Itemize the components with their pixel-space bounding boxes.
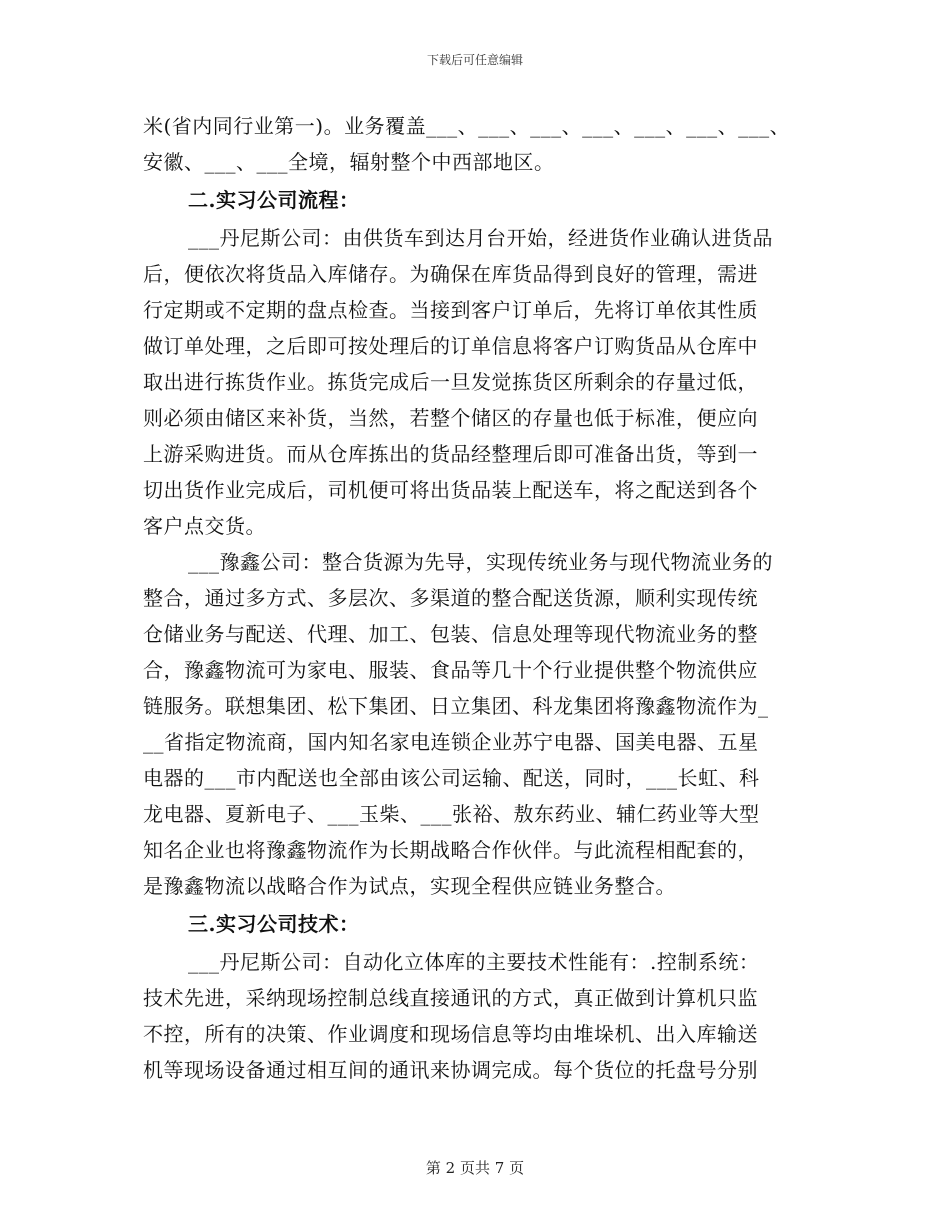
paragraph-start: ___丹尼斯公司：由供货车到达月台开始，经进货作业确认进货品 (188, 226, 773, 250)
body-line: 行定期或不定期的盘点检查。当接到客户订单后，先将订单依其性质 (143, 298, 758, 322)
document-body (143, 108, 813, 1088)
body-line: 取出进行拣货作业。拣货完成后一旦发觉拣货区所剩余的存量过低， (143, 370, 758, 394)
page-header: 下载后可任意编辑 (426, 53, 523, 67)
body-line: 仓储业务与配送、代理、加工、包装、信息处理等现代物流业务的整 (143, 622, 758, 646)
body-line: 机等现场设备通过相互间的通讯来协调完成。每个货位的托盘号分别 (143, 1058, 758, 1082)
paragraph-start: ___豫鑫公司：整合货源为先导，实现传统业务与现代物流业务的 (188, 550, 773, 574)
body-line: 链服务。联想集团、松下集团、日立集团、科龙集团将豫鑫物流作为_ (143, 694, 769, 718)
section-heading-process: 二.实习公司流程： (188, 188, 360, 212)
body-line: 米(省内同行业第一)。业务覆盖___、___、___、___、___、___、___、 (143, 114, 791, 138)
body-line: 电器的___市内配送也全部由该公司运输、配送，同时，___长虹、科 (143, 766, 760, 790)
body-line: 做订单处理，之后即可按处理后的订单信息将客户订购货品从仓库中 (143, 334, 758, 358)
body-line: 切出货作业完成后，司机便可将出货品装上配送车，将之配送到各个 (143, 478, 758, 502)
body-line: 不控，所有的决策、作业调度和现场信息等均由堆垛机、出入库输送 (143, 1022, 758, 1046)
body-line: 客户点交货。 (143, 514, 266, 538)
body-line: __省指定物流商，国内知名家电连锁企业苏宁电器、国美电器、五星 (143, 730, 759, 754)
body-line: 则必须由储区来补货，当然，若整个储区的存量也低于标准，便应向 (143, 406, 758, 430)
body-line: 知名企业也将豫鑫物流作为长期战略合作伙伴。与此流程相配套的， (143, 838, 758, 862)
body-line: 整合，通过多方式、多层次、多渠道的整合配送货源，顺利实现传统 (143, 586, 758, 610)
body-line: 后，便依次将货品入库储存。为确保在库货品得到良好的管理，需进 (143, 262, 758, 286)
body-line: 龙电器、夏新电子、___玉柴、___张裕、敖东药业、辅仁药业等大型 (143, 802, 760, 826)
body-line: 技术先进，采纳现场控制总线直接通讯的方式，真正做到计算机只监 (143, 986, 758, 1010)
body-line: 是豫鑫物流以战略合作为试点，实现全程供应链业务整合。 (143, 874, 676, 898)
page-footer: 第 2 页共 7 页 (425, 1159, 525, 1177)
body-line: 上游采购进货。而从仓库拣出的货品经整理后即可准备出货，等到一 (143, 442, 758, 466)
body-line: 合，豫鑫物流可为家电、服装、食品等几十个行业提供整个物流供应 (143, 658, 758, 682)
section-heading-technology: 三.实习公司技术： (188, 912, 360, 936)
paragraph-start: ___丹尼斯公司：自动化立体库的主要技术性能有：.控制系统： (188, 950, 760, 974)
body-line: 安徽、___、___全境，辐射整个中西部地区。 (143, 150, 555, 174)
